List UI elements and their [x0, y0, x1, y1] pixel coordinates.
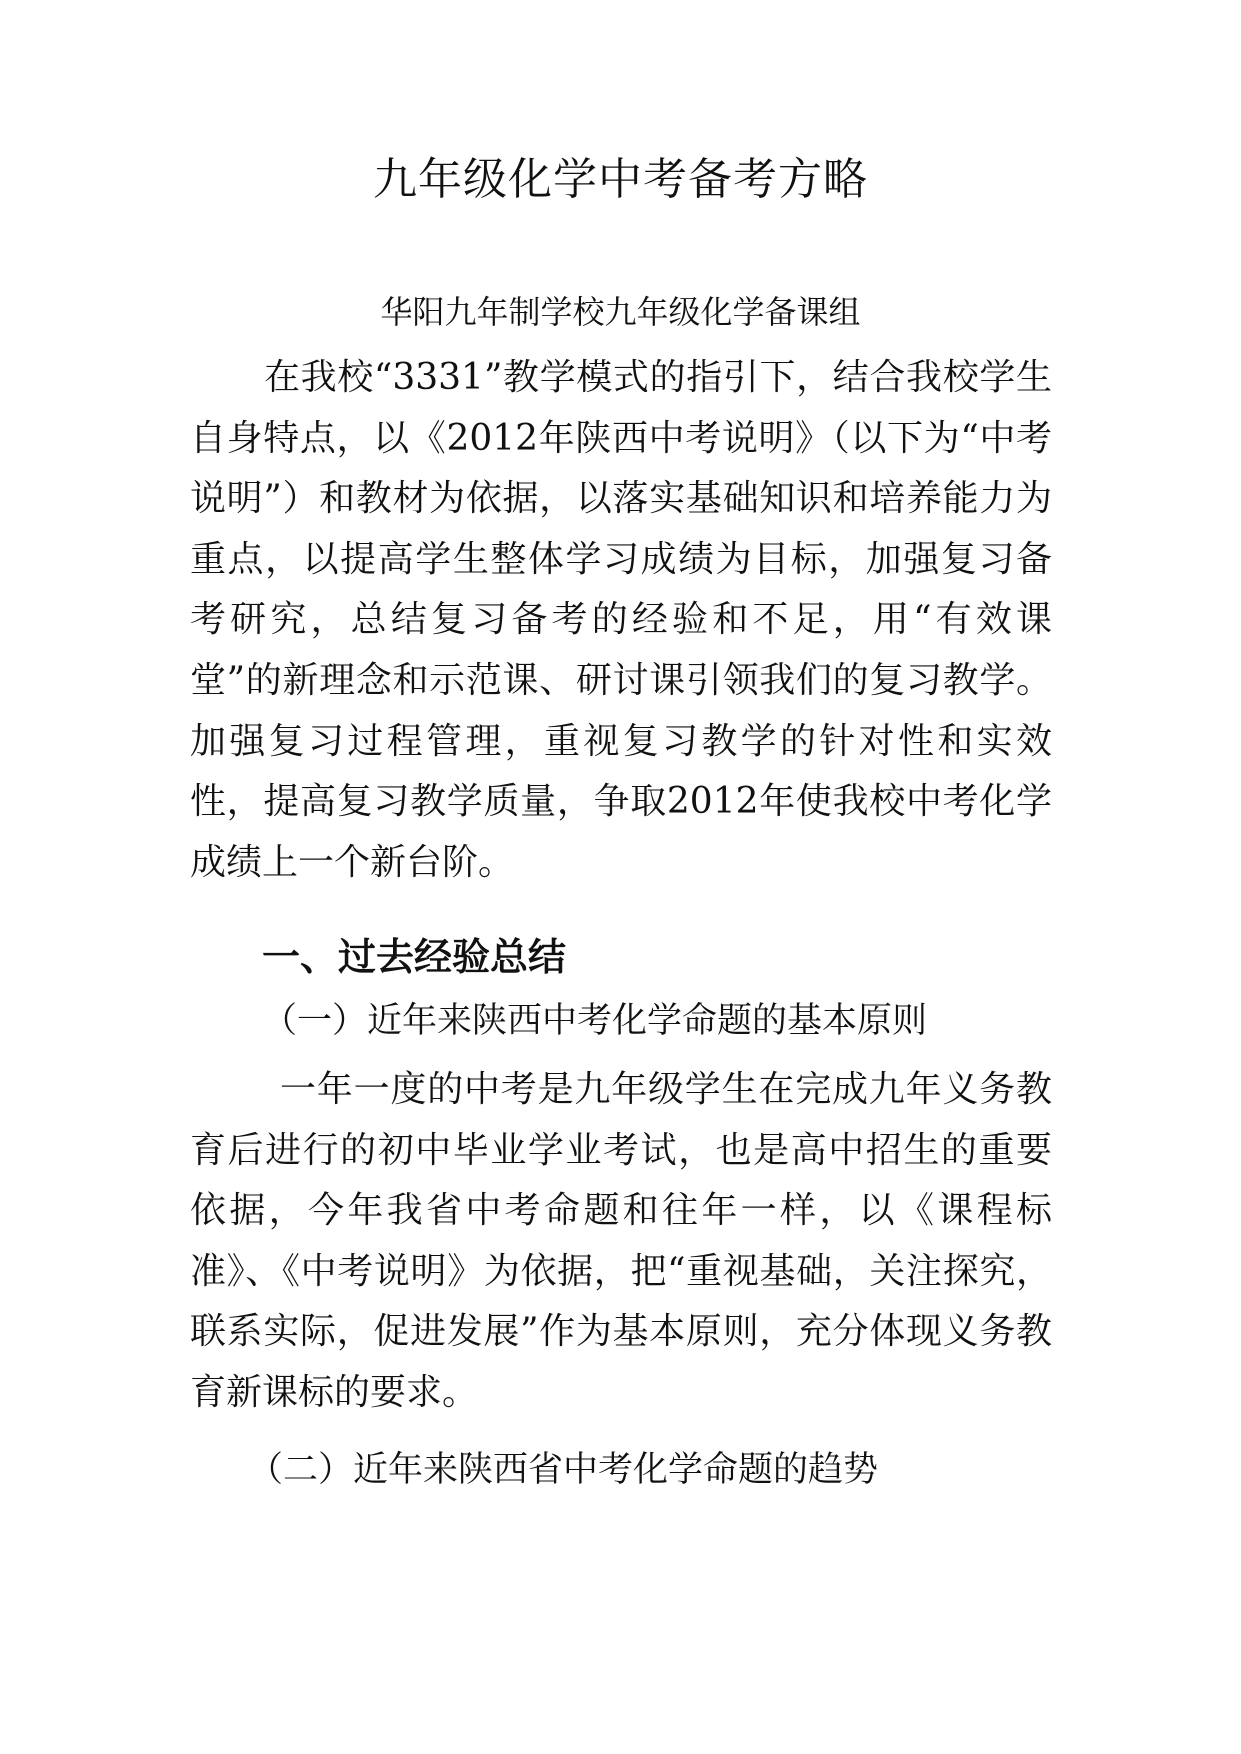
subsection-paragraph: 一年一度的中考是九年级学生在完成九年义务教育后进行的初中毕业学业考试，也是高中招生的重要依据，今年我省中考命题和往年一样，以《课程标准》、《中考说明》为依据，把“重视基础，关注探究，联系实际，促进发展”作为基本原则，充分体现义务教育新课标的要求。: [190, 1069, 1052, 1413]
intro-paragraph: 在我校“3331”教学模式的指引下，结合我校学生自身特点，以《2012年陕西中考说明》（以下为“中考说明”）和教材为依据，以落实基础知识和培养能力为重点，以提高学生整体学习成绩为目标，加强复习备考研究，总结复习备考的经验和不足，用“有效课堂”的新理念和示范课、研讨课引领我们的复习教学。加强复习过程管理，重视复习教学的针对性和实效性，提高复习教学质量，争取2012年使我校中考化学成绩上一个新台阶。: [190, 357, 1052, 883]
subsection-heading-2: （二）近年来陕西省中考化学命题的趋势: [248, 1450, 879, 1490]
subsection-heading-1: （一）近年来陕西中考化学命题的基本原则: [262, 1001, 928, 1041]
document-title: 九年级化学中考备考方略: [373, 154, 868, 205]
section-heading: 一、过去经验总结: [262, 935, 567, 979]
author-line: 华阳九年制学校九年级化学备课组: [380, 293, 861, 331]
